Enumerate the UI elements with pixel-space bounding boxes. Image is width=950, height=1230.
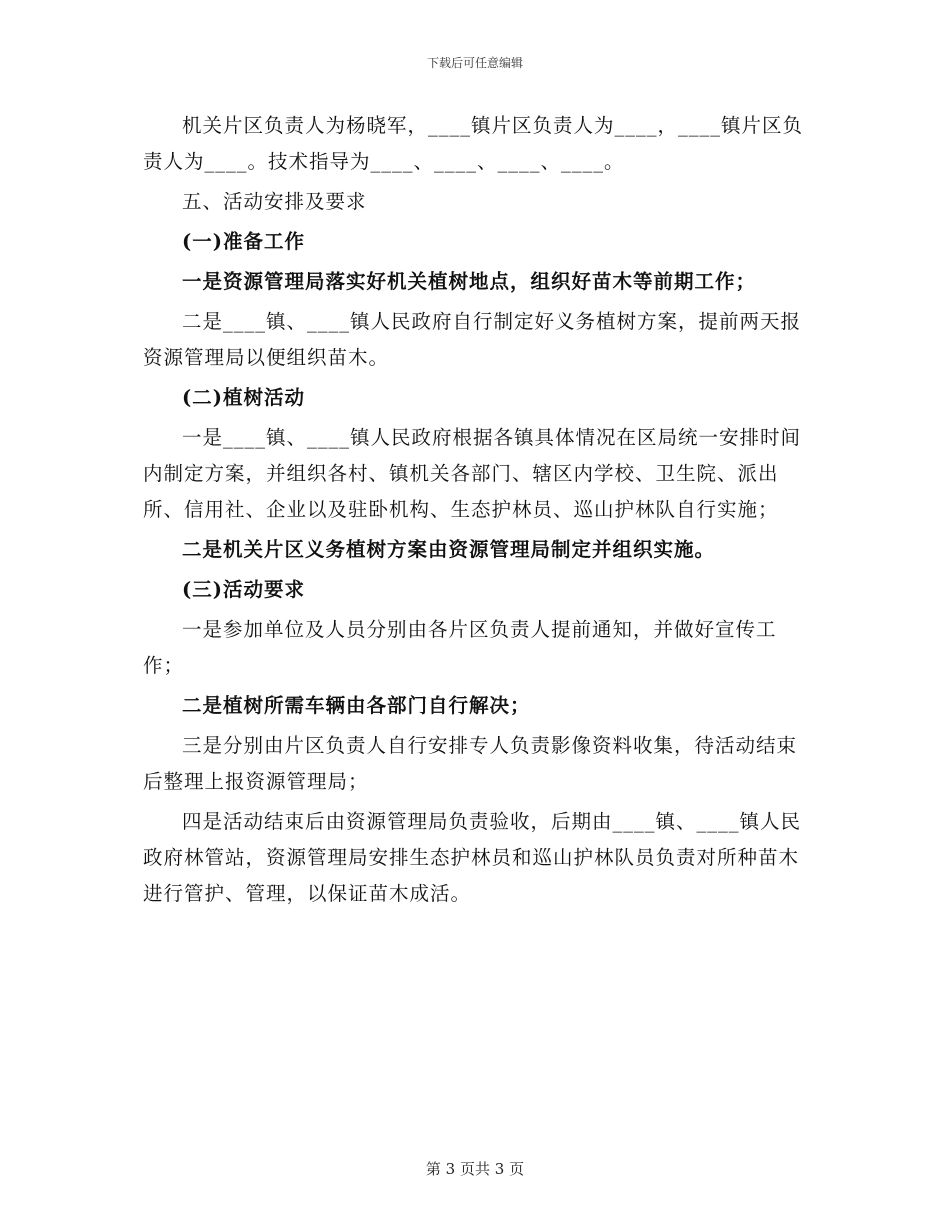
page-header: 下载后可任意编辑 [426,56,523,70]
paragraph-requirement-1: 一是参加单位及人员分别由各片区负责人提前通知，并做好宣传工作； [143,618,777,677]
section-heading-activity-arrangements: 五、活动安排及要求 [182,190,367,213]
paragraph-prep-item-2: 二是____镇、____镇人民政府自行制定好义务植树方案，提前两天报资源管理局以便组织苗木。 [143,310,802,369]
subheading-requirements: (三)活动要求 [182,578,305,601]
paragraph-requirement-3: 三是分别由片区负责人自行安排专人负责影像资料收集，待活动结束后整理上报资源管理局； [143,734,798,793]
paragraph-prep-item-1: 一是资源管理局落实好机关植树地点，组织好苗木等前期工作； [182,270,757,293]
paragraph-requirement-4: 四是活动结束后由资源管理局负责验收，后期由____镇、____镇人民政府林管站，资源管理局安排生态护林员和巡山护林队员负责对所种苗木进行管护、管理，以保证苗木成活。 [143,810,802,905]
page-footer: 第 3 页共 3 页 [425,1160,525,1178]
paragraph-planting-item-2: 二是机关片区义务植树方案由资源管理局制定并组织实施。 [182,538,716,561]
paragraph-planting-item-1: 一是____镇、____镇人民政府根据各镇具体情况在区局统一安排时间内制定方案，并组织各村、镇机关各部门、辖区内学校、卫生院、派出所、信用社、企业以及驻卧机构、生态护林员、巡山护林队自行实施； [143,426,802,521]
paragraph-district-leaders: 机关片区负责人为杨晓军，____镇片区负责人为____，____镇片区负责人为____。技术指导为____、____、____、____。 [143,114,804,173]
subheading-preparation: (一)准备工作 [182,230,305,253]
subheading-planting: (二)植树活动 [182,386,305,409]
document-body [143,108,805,916]
paragraph-requirement-2: 二是植树所需车辆由各部门自行解决； [182,694,531,717]
